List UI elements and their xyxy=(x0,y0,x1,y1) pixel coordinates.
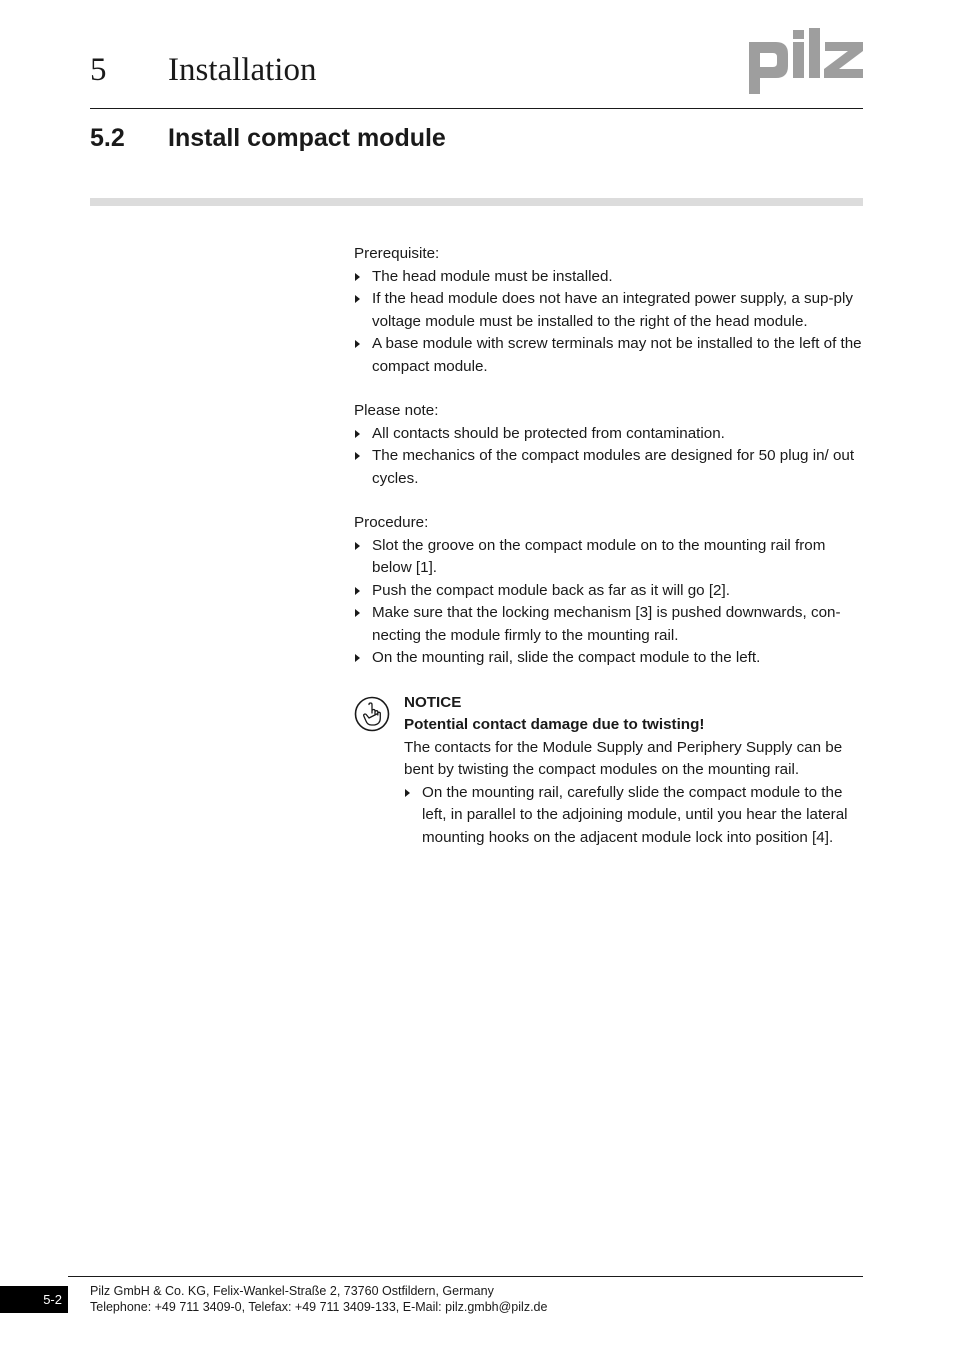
bullet-arrow-icon xyxy=(355,340,360,348)
bullet-arrow-icon xyxy=(355,430,360,438)
list-item: Push the compact module back as far as it will go [2]. xyxy=(354,580,866,603)
bullet-arrow-icon xyxy=(355,273,360,281)
pilz-logo xyxy=(746,28,866,94)
footer-company-line: Pilz GmbH & Co. KG, Felix-Wankel-Straße 2, 73760 Ostfildern, Germany xyxy=(90,1284,494,1298)
list-item: The head module must be installed. xyxy=(354,266,866,289)
list-item: A base module with screw terminals may not be installed to the left of the compact module. xyxy=(354,333,866,378)
section-title: Install compact module xyxy=(168,124,446,152)
procedure-block xyxy=(354,512,866,670)
list-item: The mechanics of the compact modules are designed for 50 plug in/ out cycles. xyxy=(354,445,866,490)
section-separator-bar xyxy=(90,198,863,206)
bullet-arrow-icon xyxy=(355,295,360,303)
footer-rule xyxy=(68,1276,863,1277)
bullet-arrow-icon xyxy=(355,542,360,550)
prerequisite-list xyxy=(354,266,866,379)
notice-box xyxy=(354,692,866,850)
page-number: 5-2 xyxy=(0,1286,68,1313)
prerequisite-block xyxy=(354,243,866,378)
list-item: If the head module does not have an integrated power supply, a sup-ply voltage module must be installed to the right of the head module. xyxy=(354,288,866,333)
chapter-number: 5 xyxy=(90,52,107,88)
list-item: Make sure that the locking mechanism [3] is pushed downwards, con-necting the module firmly to the mounting rail. xyxy=(354,602,866,647)
bullet-arrow-icon xyxy=(355,654,360,662)
notice-body: The contacts for the Module Supply and Periphery Supply can be bent by twisting the compact modules on the mounting rail. xyxy=(404,738,843,778)
list-item: All contacts should be protected from contamination. xyxy=(354,423,866,446)
bullet-arrow-icon xyxy=(355,452,360,460)
bullet-arrow-icon xyxy=(355,587,360,595)
section-number: 5.2 xyxy=(90,124,125,152)
please-note-list xyxy=(354,423,866,491)
prerequisite-title: Prerequisite: xyxy=(354,245,440,262)
procedure-list xyxy=(354,535,866,670)
list-item: On the mounting rail, slide the compact module to the left. xyxy=(354,647,866,670)
notice-heading: Potential contact damage due to twisting! xyxy=(404,716,705,733)
list-item: Slot the groove on the compact module on to the mounting rail from below [1]. xyxy=(354,535,866,580)
header-rule xyxy=(90,108,863,109)
footer-address xyxy=(90,1283,547,1315)
please-note-title: Please note: xyxy=(354,402,439,419)
pointing-hand-icon xyxy=(354,696,390,732)
notice-label: NOTICE xyxy=(404,693,462,711)
list-item: On the mounting rail, carefully slide the compact module to the left, in parallel to the adjoining module, until you hear the lateral mounting hooks on the adjacent module lock into position [4]. xyxy=(404,782,866,850)
procedure-title: Procedure: xyxy=(354,514,429,531)
please-note-block xyxy=(354,400,866,490)
chapter-title: Installation xyxy=(168,52,317,88)
footer-contact-line: Telephone: +49 711 3409-0, Telefax: +49 711 3409-133, E-Mail: pilz.gmbh@pilz.de xyxy=(90,1300,548,1314)
bullet-arrow-icon xyxy=(355,609,360,617)
bullet-arrow-icon xyxy=(405,789,410,797)
main-content xyxy=(354,243,866,849)
notice-list xyxy=(404,782,866,850)
